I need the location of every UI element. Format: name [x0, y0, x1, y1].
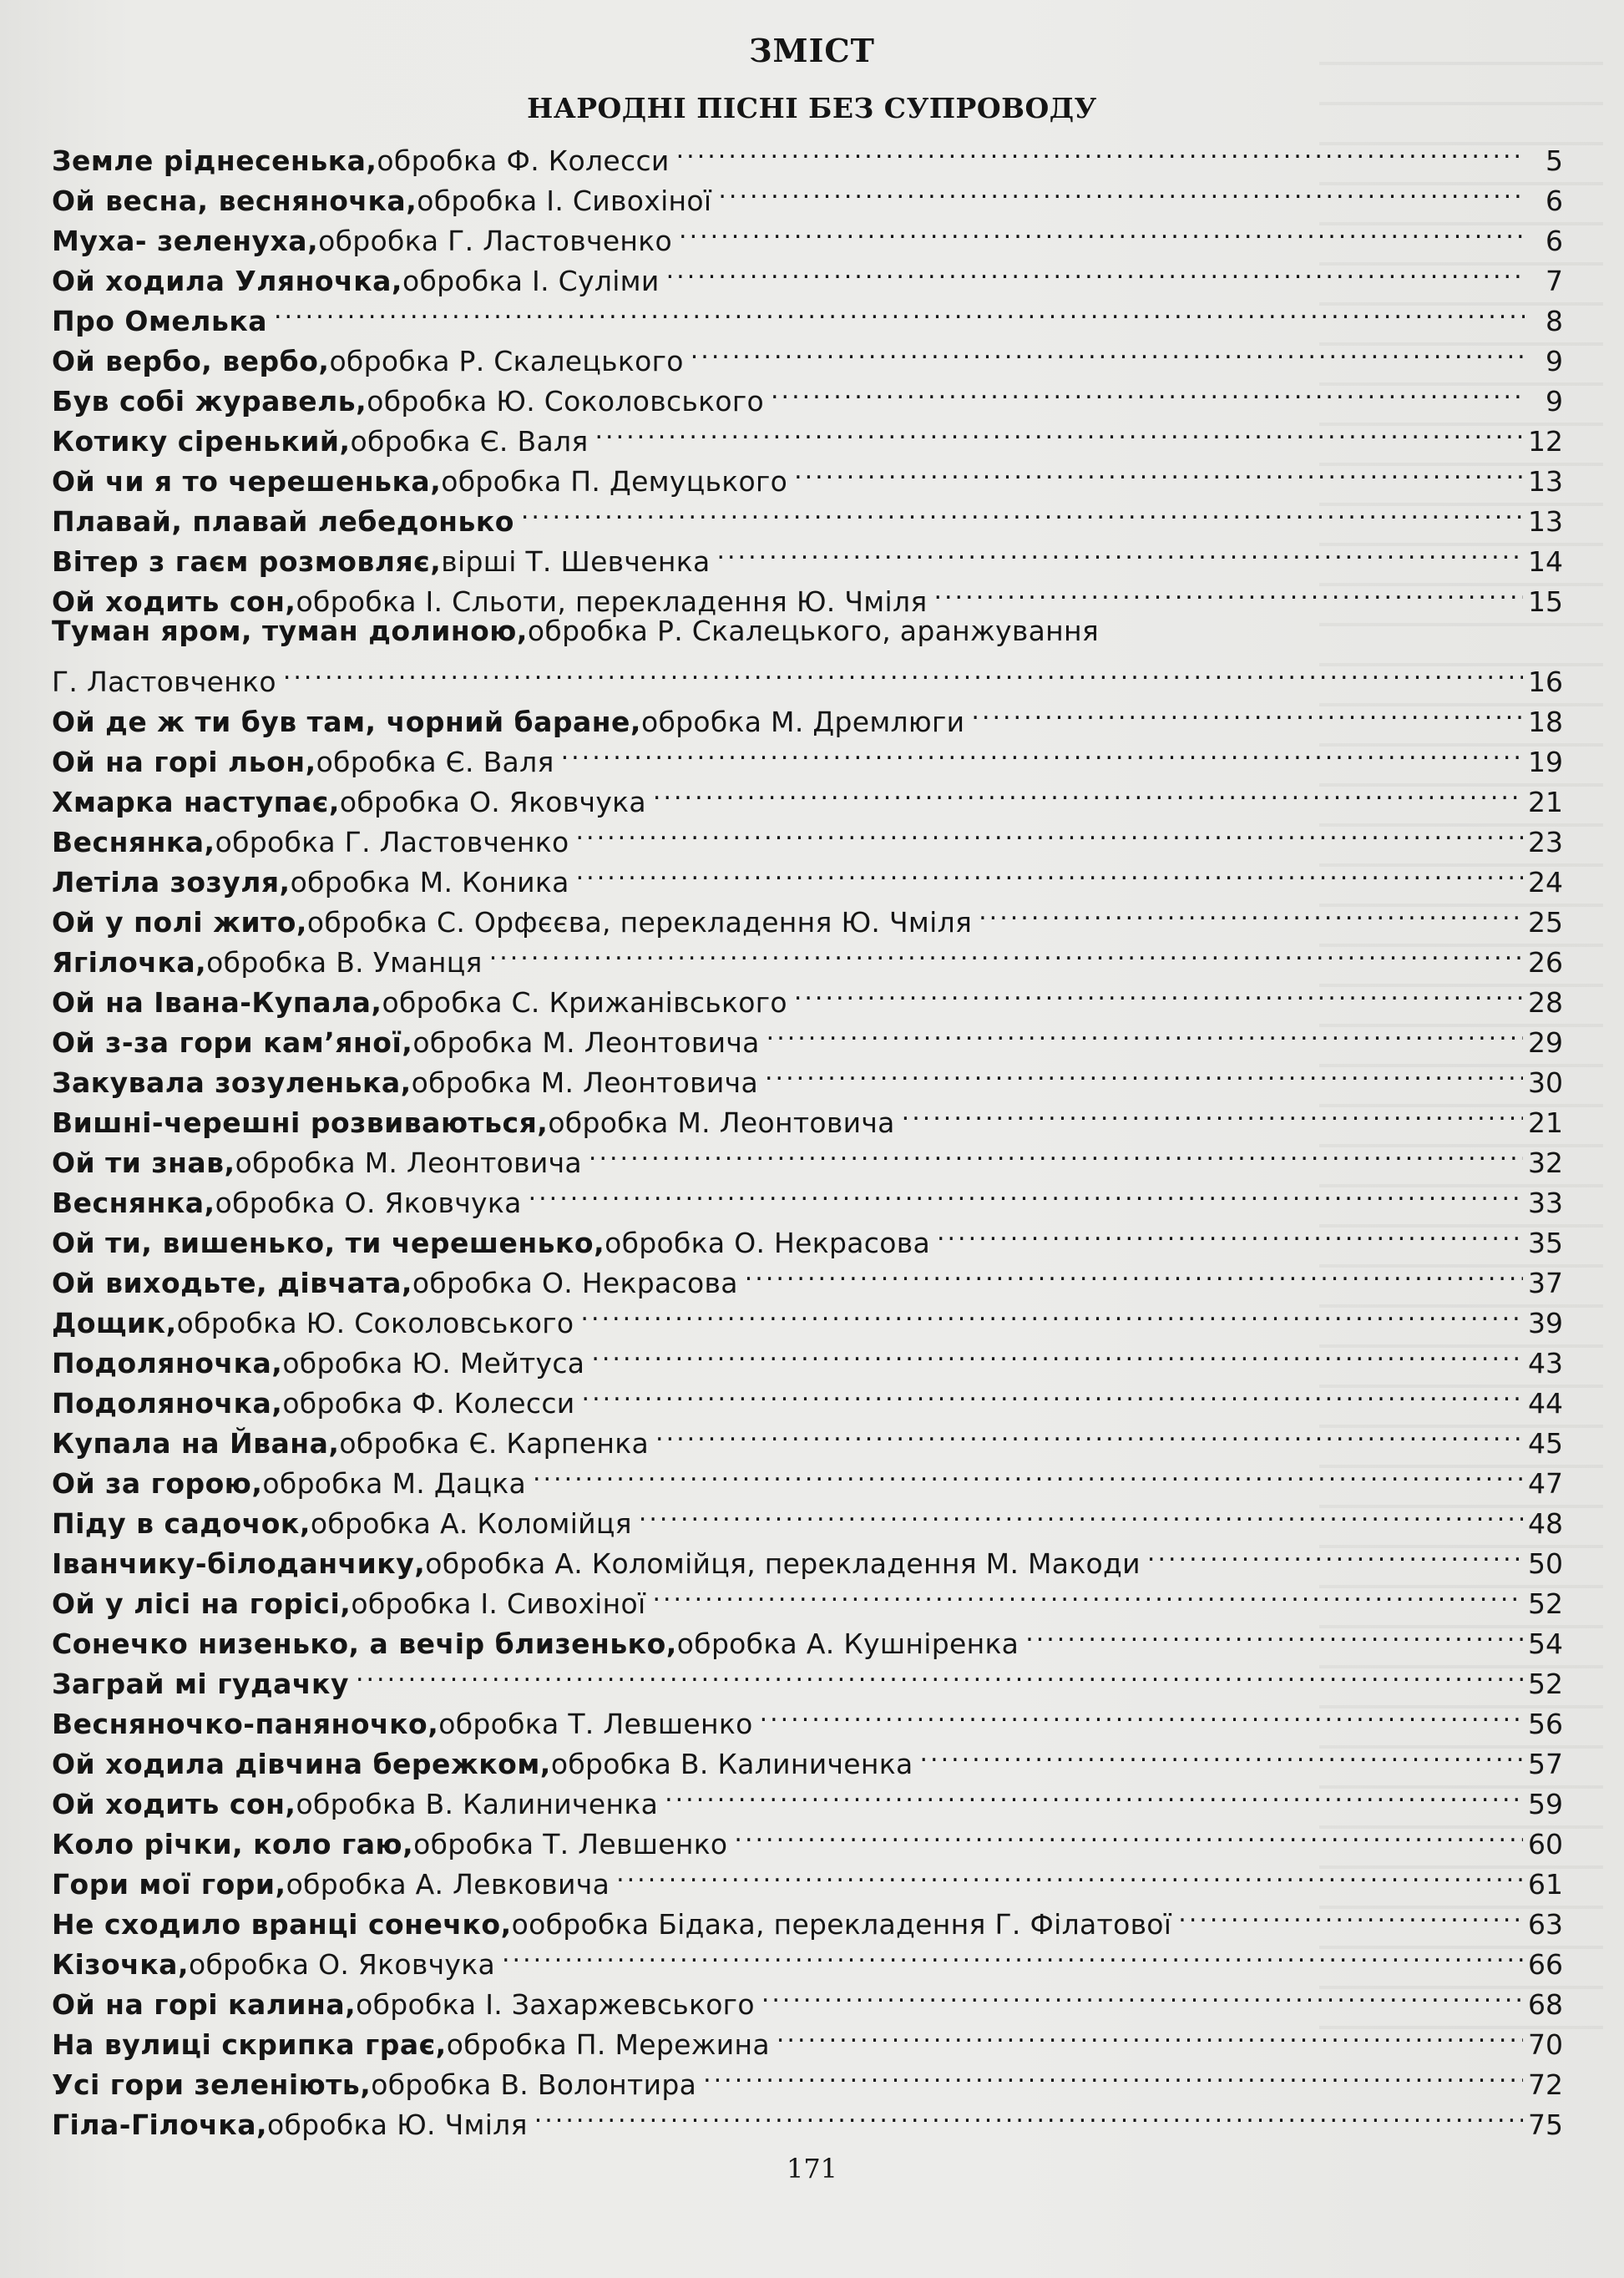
page-ref: 50 — [1528, 1547, 1563, 1580]
song-title: Ой з-за гори кам’яної, — [52, 1026, 413, 1059]
toc-entry — [52, 1333, 1563, 1379]
dot-leader — [920, 1734, 1524, 1774]
arrangement-credit: обробка М. Леонтовича — [548, 1106, 895, 1139]
page-ref: 19 — [1528, 746, 1563, 778]
toc-entry — [52, 731, 1563, 778]
toc-entry — [52, 1012, 1563, 1059]
dot-leader — [283, 651, 1523, 691]
song-title: Туман яром, туман долиною, — [52, 615, 528, 647]
page-ref: 13 — [1528, 505, 1563, 538]
page-ref: 24 — [1528, 866, 1563, 899]
arrangement-credit: обробка Є. Карпенка — [339, 1427, 650, 1460]
toc-entry — [52, 972, 1563, 1019]
song-title: Дощик, — [52, 1307, 177, 1339]
toc-entry — [52, 531, 1563, 578]
arrangement-credit: обробка П. Мережина — [446, 2028, 770, 2061]
song-title: Ой весна, весняночка, — [52, 185, 417, 217]
page-ref: 56 — [1528, 1708, 1563, 1740]
page-ref: 66 — [1528, 1948, 1563, 1981]
song-title: Гори мої гори, — [52, 1868, 286, 1901]
song-title: Плавай, плавай лебедонько — [52, 505, 514, 538]
dot-leader — [502, 1934, 1523, 1974]
page-ref: 30 — [1528, 1066, 1563, 1099]
toc-entry — [52, 331, 1563, 377]
toc-entry — [52, 1533, 1563, 1580]
dot-leader — [529, 1172, 1523, 1212]
dot-leader — [679, 210, 1525, 251]
dot-leader — [561, 731, 1523, 772]
page-ref: 13 — [1528, 465, 1563, 498]
arrangement-credit: обробка В. Калиниченка — [296, 1788, 659, 1820]
arrangement-credit: обробка О. Яковчука — [189, 1948, 496, 1981]
toc-entry — [52, 1974, 1563, 2021]
song-title: Був собі журавель, — [52, 385, 367, 418]
arrangement-credit: обробка О. Некрасова — [605, 1227, 930, 1259]
toc-entry — [52, 852, 1563, 899]
song-title: Летіла зозуля, — [52, 866, 291, 899]
dot-leader — [591, 1333, 1523, 1373]
arrangement-credit: обробка А. Левковича — [286, 1868, 610, 1901]
arrangement-credit: обробка Г. Ластовченко — [215, 826, 569, 858]
toc-entry — [52, 451, 1563, 498]
dot-leader — [794, 451, 1523, 491]
song-title: Іванчику-білоданчику, — [52, 1547, 426, 1580]
dot-leader — [771, 371, 1525, 411]
song-title: Коло річки, коло гаю, — [52, 1828, 414, 1860]
dot-leader — [534, 2094, 1523, 2134]
arrangement-credit: обробка І. Сивохіної — [351, 1587, 646, 1620]
arrangement-credit: обробка Ю. Соколовського — [176, 1307, 574, 1339]
arrangement-credit: обробка І. Захаржевського — [356, 1988, 755, 2021]
dot-leader — [616, 1854, 1523, 1894]
song-title: Подоляночка, — [52, 1347, 283, 1379]
page-ref: 61 — [1528, 1868, 1563, 1901]
contents-heading: ЗМІСТ — [749, 32, 875, 69]
dot-leader — [716, 531, 1523, 571]
page-ref: 44 — [1528, 1387, 1563, 1420]
page-ref: 6 — [1546, 225, 1563, 257]
arrangement-credit: вірші Т. Шевченка — [441, 545, 711, 578]
dot-leader — [582, 1373, 1523, 1413]
page-ref: 29 — [1528, 1026, 1563, 1059]
toc-entry — [52, 210, 1563, 257]
song-title: Гіла-Гілочка, — [52, 2108, 268, 2141]
toc-entry — [52, 892, 1563, 939]
dot-leader — [676, 130, 1525, 170]
song-title: Закувала зозуленька, — [52, 1066, 412, 1099]
song-title: Ой чи я то черешенька, — [52, 465, 442, 498]
dot-leader — [1147, 1533, 1523, 1573]
arrangement-credit: обробка М. Леонтовича — [235, 1147, 582, 1179]
arrangement-credit: обробка А. Коломійця — [310, 1507, 632, 1540]
page-ref: 47 — [1528, 1467, 1563, 1500]
dot-leader — [902, 1092, 1523, 1132]
arrangement-credit: обробка І. Сльоти, перекладення Ю. Чміля — [296, 585, 928, 618]
page-ref: 32 — [1528, 1147, 1563, 1179]
toc-entry — [52, 1854, 1563, 1901]
arrangement-credit: обробка Є. Валя — [350, 425, 589, 458]
page-ref: 25 — [1528, 906, 1563, 939]
song-title: Заграй мі гудачку — [52, 1668, 349, 1700]
page-ref: 8 — [1546, 305, 1563, 337]
arrangement-credit: обробка Ю. Соколовського — [367, 385, 765, 418]
toc-entry — [52, 130, 1563, 177]
dot-leader — [760, 1693, 1523, 1734]
toc-entry — [52, 1172, 1563, 1219]
toc-entry — [52, 1894, 1563, 1941]
dot-leader — [655, 1413, 1523, 1453]
toc-entry — [52, 611, 1563, 651]
page-ref: 75 — [1528, 2108, 1563, 2141]
song-title: Ой у полі жито, — [52, 906, 307, 939]
song-title: Вітер з гаєм розмовляє, — [52, 545, 442, 578]
page-ref: 43 — [1528, 1347, 1563, 1379]
dot-leader — [274, 291, 1525, 331]
toc-entry — [52, 2014, 1563, 2061]
toc-entry — [52, 1573, 1563, 1620]
song-title: Ой за горою, — [52, 1467, 263, 1500]
arrangement-credit: обробка Є. Валя — [316, 746, 554, 778]
dot-leader — [652, 1573, 1523, 1613]
toc-entry — [52, 812, 1563, 858]
toc-entry — [52, 571, 1563, 618]
page-ref: 21 — [1528, 786, 1563, 818]
page-number: 171 — [786, 2153, 838, 2184]
toc-entry — [52, 170, 1563, 217]
song-title: Ой ходила дівчина бережком, — [52, 1748, 551, 1780]
page-ref: 9 — [1546, 385, 1563, 418]
page-ref: 6 — [1546, 185, 1563, 217]
toc-entry — [52, 1132, 1563, 1179]
arrangement-credit: обробка Т. Левшенко — [438, 1708, 753, 1740]
arrangement-credit: обробка Ф. Колесси — [377, 144, 670, 177]
page-ref: 48 — [1528, 1507, 1563, 1540]
song-title: Подоляночка, — [52, 1387, 283, 1420]
page-ref: 45 — [1528, 1427, 1563, 1460]
toc-entry — [52, 1413, 1563, 1460]
toc-entry — [52, 1212, 1563, 1259]
arrangement-credit: обробка О. Яковчука — [339, 786, 646, 818]
toc-entry-continuation — [52, 651, 1563, 698]
arrangement-credit: обробка О. Некрасова — [412, 1267, 738, 1299]
dot-leader — [761, 1974, 1523, 2014]
page-ref: 35 — [1528, 1227, 1563, 1259]
toc-entry — [52, 411, 1563, 458]
arrangement-credit: обробка П. Демуцького — [441, 465, 788, 498]
dot-leader — [639, 1493, 1523, 1533]
song-title: Ой на горі калина, — [52, 1988, 357, 2021]
page-ref: 59 — [1528, 1788, 1563, 1820]
song-title: Про Омелька — [52, 305, 268, 337]
page-ref: 37 — [1528, 1267, 1563, 1299]
arrangement-credit: обробка Ю. Мейтуса — [282, 1347, 585, 1379]
arrangement-credit: обробка В. Калиниченка — [550, 1748, 913, 1780]
toc-entry — [52, 1293, 1563, 1339]
toc-entry — [52, 2094, 1563, 2141]
dot-leader — [576, 812, 1523, 852]
page-ref: 39 — [1528, 1307, 1563, 1339]
arrangement-credit: обробка С. Крижанівського — [382, 986, 787, 1019]
arrangement-credit: обробка М. Дацка — [262, 1467, 526, 1500]
arrangement-credit: обробка І. Сивохіної — [417, 185, 712, 217]
page-ref: 14 — [1528, 545, 1563, 578]
arrangement-credit: обробка О. Яковчука — [215, 1187, 522, 1219]
page-ref: 7 — [1546, 265, 1563, 297]
page-ref: 5 — [1546, 144, 1563, 177]
dot-leader — [580, 1293, 1523, 1333]
page-ref: 16 — [1528, 666, 1563, 698]
toc-entry — [52, 1052, 1563, 1099]
arrangement-credit-continued: Г. Ластовченко — [52, 666, 276, 698]
page-ref: 12 — [1528, 425, 1563, 458]
page-ref: 72 — [1528, 2068, 1563, 2101]
dot-leader — [766, 1012, 1523, 1052]
page-ref: 60 — [1528, 1828, 1563, 1860]
song-title: Ой у лісі на горісі, — [52, 1587, 352, 1620]
page-ref: 33 — [1528, 1187, 1563, 1219]
page-ref: 26 — [1528, 946, 1563, 979]
dot-leader — [521, 491, 1523, 531]
arrangement-credit: обробка М. Леонтовича — [412, 1026, 760, 1059]
dot-leader — [533, 1453, 1523, 1493]
dot-leader — [703, 2054, 1523, 2094]
dot-leader — [666, 251, 1525, 291]
song-title: Ой де ж ти був там, чорний баране, — [52, 706, 641, 738]
song-title: Ой ходила Уляночка, — [52, 265, 402, 297]
song-title: Хмарка наступає, — [52, 786, 340, 818]
dot-leader — [937, 1212, 1523, 1253]
dot-leader — [745, 1253, 1523, 1293]
song-title: Вишні-черешні розвиваються, — [52, 1106, 549, 1139]
song-title: Ой ходить сон, — [52, 585, 296, 618]
song-title: Купала на Йвана, — [52, 1427, 340, 1460]
toc-entry — [52, 1493, 1563, 1540]
dot-leader — [1025, 1613, 1523, 1653]
song-title: Сонечко низенько, а вечір близенько, — [52, 1628, 677, 1660]
dot-leader — [665, 1774, 1523, 1814]
arrangement-credit: обробка А. Коломійця, перекладення М. Макоди — [425, 1547, 1141, 1580]
toc-entry — [52, 1734, 1563, 1780]
toc-entry — [52, 491, 1563, 538]
arrangement-credit: обробка М. Дремлюги — [640, 706, 965, 738]
dot-leader — [718, 170, 1525, 210]
arrangement-credit: обробка С. Орфєєва, перекладення Ю. Чміля — [306, 906, 973, 939]
arrangement-credit: обробка Ю. Чміля — [267, 2108, 528, 2141]
toc-entry — [52, 291, 1563, 337]
toc-entry — [52, 1373, 1563, 1420]
song-title: Котику сіренький, — [52, 425, 351, 458]
arrangement-credit: обробка М. Коника — [290, 866, 569, 899]
toc-entry — [52, 1092, 1563, 1139]
arrangement-credit: обробка Т. Левшенко — [413, 1828, 728, 1860]
dot-leader — [356, 1653, 1523, 1693]
arrangement-credit: обробка В. Уманця — [206, 946, 483, 979]
dot-leader — [595, 411, 1523, 451]
toc-entry — [52, 1653, 1563, 1700]
section-heading: НАРОДНІ ПІСНІ БЕЗ СУПРОВОДУ — [527, 92, 1097, 124]
song-title: Не сходило вранці сонечко, — [52, 1908, 512, 1941]
arrangement-credit: обробка Р. Скалецького — [329, 345, 684, 377]
page-ref: 54 — [1528, 1628, 1563, 1660]
dot-leader — [765, 1052, 1523, 1092]
song-title: Весняночко-паняночко, — [52, 1708, 439, 1740]
toc-entry — [52, 251, 1563, 297]
page-ref: 52 — [1528, 1668, 1563, 1700]
song-title: Ой на горі льон, — [52, 746, 316, 778]
song-title: Ой ти знав, — [52, 1147, 235, 1179]
dot-leader — [979, 892, 1523, 932]
page-ref: 23 — [1528, 826, 1563, 858]
toc-entry — [52, 1934, 1563, 1981]
toc-entry — [52, 932, 1563, 979]
dot-leader — [691, 331, 1525, 371]
toc-entry — [52, 1774, 1563, 1820]
dot-leader — [653, 772, 1523, 812]
toc-entry — [52, 1453, 1563, 1500]
arrangement-credit: обробка В. Волонтира — [371, 2068, 697, 2101]
song-title: Ой ти, вишенько, ти черешенько, — [52, 1227, 605, 1259]
song-title: Усі гори зеленіють, — [52, 2068, 372, 2101]
page-ref: 68 — [1528, 1988, 1563, 2021]
song-title: Ой ходить сон, — [52, 1788, 296, 1820]
song-title: Ой вербо, вербо, — [52, 345, 330, 377]
toc-entry — [52, 691, 1563, 738]
dot-leader — [589, 1132, 1523, 1172]
page-ref: 28 — [1528, 986, 1563, 1019]
song-title: Земле ріднесенька, — [52, 144, 377, 177]
toc-entry — [52, 2054, 1563, 2101]
arrangement-credit: обробка Р. Скалецького, аранжування — [527, 615, 1100, 647]
song-title: Піду в садочок, — [52, 1507, 311, 1540]
arrangement-credit: обробка А. Кушніренка — [676, 1628, 1019, 1660]
dot-leader — [794, 972, 1523, 1012]
toc-entry — [52, 1613, 1563, 1660]
song-title: Ой виходьте, дівчата, — [52, 1267, 412, 1299]
page-ref: 63 — [1528, 1908, 1563, 1941]
song-title: Кізочка, — [52, 1948, 189, 1981]
page-ref: 21 — [1528, 1106, 1563, 1139]
toc-entry — [52, 1814, 1563, 1860]
toc-entry — [52, 1693, 1563, 1740]
dot-leader — [489, 932, 1523, 972]
toc-entry — [52, 1253, 1563, 1299]
table-of-contents — [52, 130, 1563, 2141]
song-title: Муха- зеленуха, — [52, 225, 319, 257]
song-title: Веснянка, — [52, 826, 215, 858]
dot-leader — [576, 852, 1523, 892]
arrangement-credit: обробка Г. Ластовченко — [318, 225, 673, 257]
toc-entry — [52, 772, 1563, 818]
dot-leader — [1178, 1894, 1523, 1934]
page-ref: 70 — [1528, 2028, 1563, 2061]
dot-leader — [734, 1814, 1523, 1854]
arrangement-credit: обробка І. Суліми — [402, 265, 660, 297]
song-title: Ягілочка, — [52, 946, 207, 979]
page-ref: 9 — [1546, 345, 1563, 377]
song-title: Ой на Івана-Купала, — [52, 986, 382, 1019]
page-ref: 57 — [1528, 1748, 1563, 1780]
arrangement-credit: обробка М. Леонтовича — [411, 1066, 758, 1099]
dot-leader — [777, 2014, 1523, 2054]
song-title: На вулиці скрипка грає, — [52, 2028, 447, 2061]
dot-leader — [971, 691, 1523, 731]
arrangement-credit: ообробка Бідака, перекладення Г. Філатової — [511, 1908, 1172, 1941]
page-ref: 52 — [1528, 1587, 1563, 1620]
toc-entry — [52, 371, 1563, 418]
song-title: Веснянка, — [52, 1187, 215, 1219]
page-ref: 18 — [1528, 706, 1563, 738]
arrangement-credit: обробка Ф. Колесси — [282, 1387, 575, 1420]
dot-leader — [933, 571, 1523, 611]
page-ref: 15 — [1528, 585, 1563, 618]
